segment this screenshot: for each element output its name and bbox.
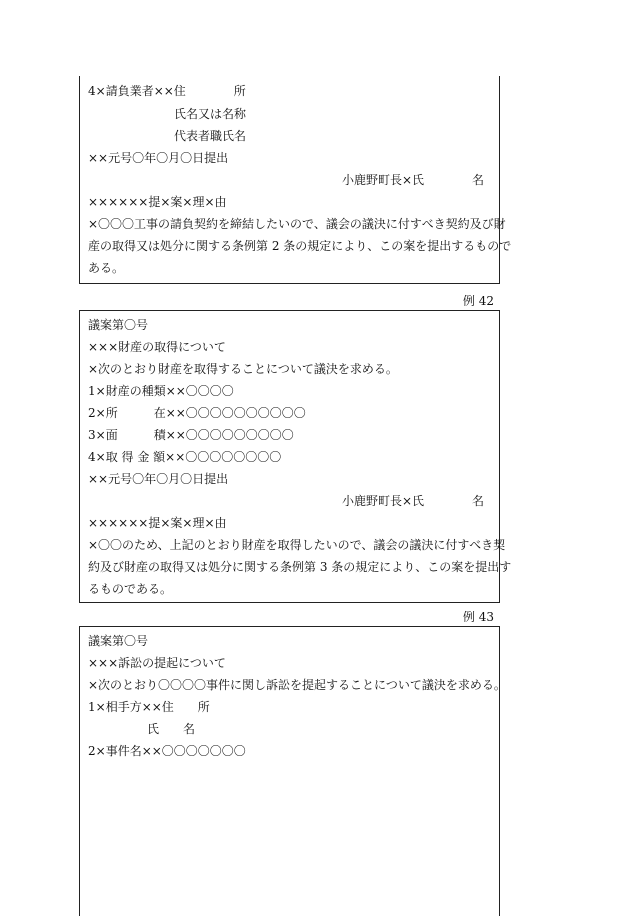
- reason-heading: ××××××提×案×理×由: [88, 195, 227, 209]
- reason-text-3: るものである。: [88, 582, 173, 596]
- reason-text-3: ある。: [88, 261, 125, 275]
- item-case-name: 2×事件名××〇〇〇〇〇〇〇: [88, 744, 246, 758]
- mayor-line: 小鹿野町長×氏 名: [342, 494, 485, 508]
- reason-text-2: 約及び財産の取得又は処分に関する条例第 3 条の規定により、この案を提出す: [88, 560, 512, 574]
- box-example-43: [79, 626, 506, 916]
- bill-title: 議案第〇号: [88, 318, 149, 332]
- box-example-42: [79, 310, 512, 603]
- item-property-type: 1×財産の種類××〇〇〇〇: [88, 384, 234, 398]
- bill-title: 議案第〇号: [88, 634, 149, 648]
- reason-heading: ××××××提×案×理×由: [88, 516, 227, 530]
- reason-text-1: ×〇〇のため、上記のとおり財産を取得したいので、議会の議決に付すべき契: [88, 538, 506, 552]
- item-party-address: 1×相手方××住 所: [88, 700, 210, 714]
- rep-line: 代表者職氏名: [174, 129, 247, 143]
- item-party-name: 氏 名: [147, 722, 196, 736]
- reason-text-1: ×〇〇〇工事の請負契約を締結したいので、議会の議決に付すべき契約及び財: [88, 217, 506, 231]
- item-amount: 4×取 得 金 額××〇〇〇〇〇〇〇〇: [88, 450, 282, 464]
- example-label-43: 例 43: [462, 610, 494, 624]
- bill-subject: ×××財産の取得について: [88, 340, 226, 354]
- name-line: 氏名又は名称: [174, 107, 247, 121]
- item-area: 3×面 積××〇〇〇〇〇〇〇〇〇: [88, 428, 294, 442]
- bill-subject: ×××訴訟の提起について: [88, 656, 226, 670]
- item-location: 2×所 在××〇〇〇〇〇〇〇〇〇〇: [88, 406, 306, 420]
- date-line: ××元号〇年〇月〇日提出: [88, 151, 229, 165]
- example-label-42: 例 42: [462, 294, 494, 308]
- mayor-line: 小鹿野町長×氏 名: [342, 173, 485, 187]
- bill-request: ×次のとおり財産を取得することについて議決を求める。: [88, 362, 398, 376]
- reason-text-2: 産の取得又は処分に関する条例第 2 条の規定により、この案を提出するもので: [88, 239, 512, 253]
- contractor-line: 4×請負業者××住 所: [88, 84, 246, 98]
- bill-request: ×次のとおり〇〇〇〇事件に関し訴訟を提起することについて議決を求める。: [88, 678, 506, 692]
- date-line: ××元号〇年〇月〇日提出: [88, 472, 229, 486]
- box-example-41-continued: [79, 76, 512, 284]
